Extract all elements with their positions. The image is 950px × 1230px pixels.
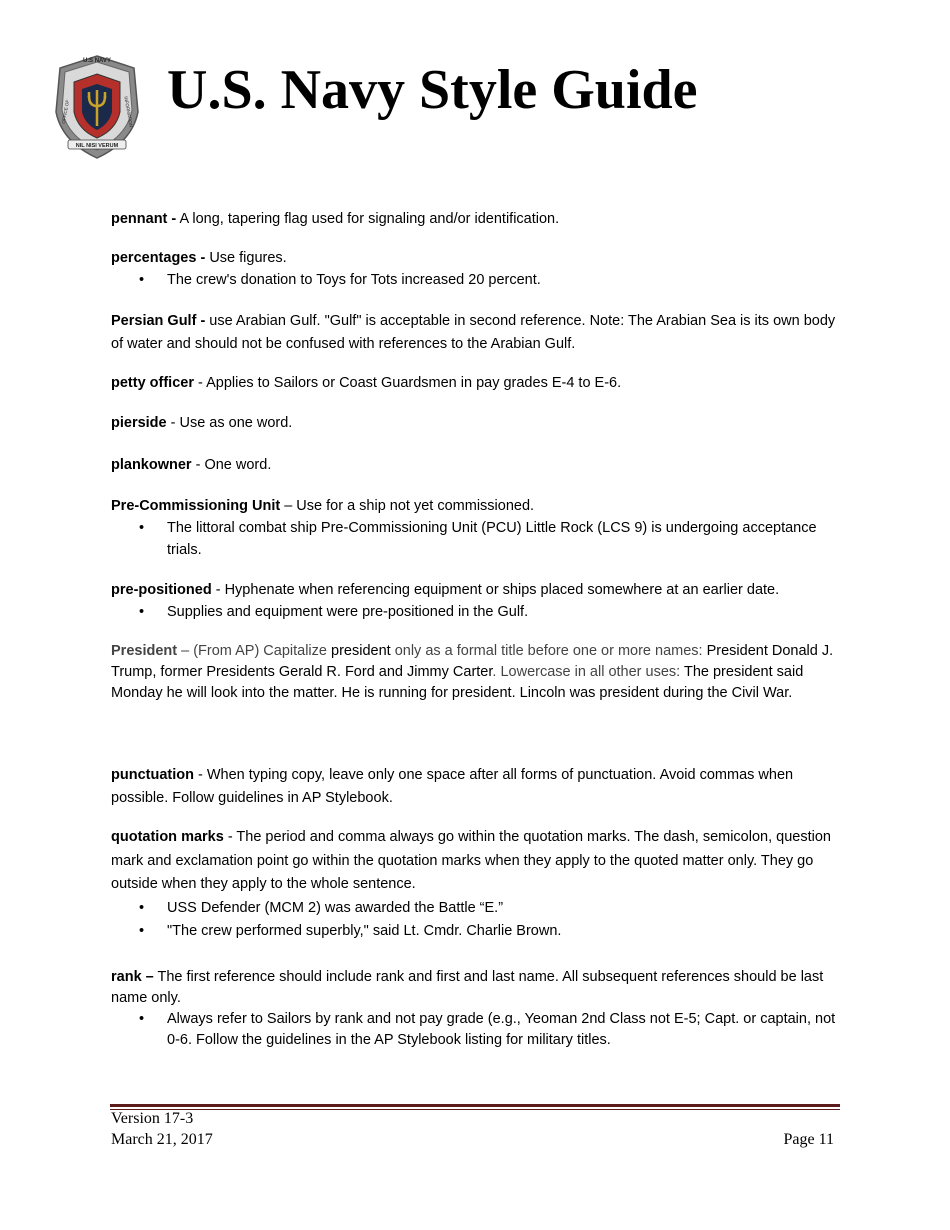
svg-text:INFORMATION: INFORMATION <box>123 95 134 128</box>
entry-persian-gulf <box>111 310 839 356</box>
entry-definition-part: . Lowercase in all other uses: <box>492 664 684 680</box>
svg-text:NIL NISI VERUM: NIL NISI VERUM <box>75 143 119 149</box>
entry-definition: – Use for a ship not yet commissioned. <box>280 498 535 514</box>
entry-president <box>111 641 839 704</box>
entry-term: percentages - <box>111 250 206 266</box>
entry-petty-officer <box>111 372 839 394</box>
svg-text:OFFICE OF: OFFICE OF <box>60 99 71 124</box>
footer-version-block <box>111 1108 213 1150</box>
footer-version: Version 17-3 <box>111 1110 194 1127</box>
entry-term: pierside <box>111 415 167 431</box>
navy-information-seal <box>52 54 142 162</box>
entry-definition: - Applies to Sailors or Coast Guardsmen in pay grades E-4 to E-6. <box>194 375 622 391</box>
list-item: • "The crew performed superbly," said Lt. Cmdr. Charlie Brown. <box>111 920 839 944</box>
entry-definition: - One word. <box>191 457 272 473</box>
list-item: • The crew's donation to Toys for Tots increased 20 percent. <box>111 269 839 291</box>
page-header <box>52 54 932 164</box>
entry-term: plankowner <box>111 457 192 473</box>
entry-term: rank – <box>111 969 154 985</box>
entry-term: pennant - <box>111 211 177 227</box>
list-item: • The littoral combat ship Pre-Commissioning Unit (PCU) Little Rock (LCS 9) is undergoing acceptance trials. <box>111 517 839 561</box>
footer-date: March 21, 2017 <box>111 1131 213 1148</box>
entry-punctuation <box>111 764 839 810</box>
entry-plankowner <box>111 454 839 476</box>
entry-definition-part: president <box>331 643 391 659</box>
entry-term: quotation marks <box>111 829 224 845</box>
entry-definition: The first reference should include rank and first and last name. All subsequent references should be last name only. <box>111 969 824 1006</box>
entry-definition-part: President Donald J. Trump, former Presidents Gerald R. Ford and Jimmy Carter <box>111 643 834 680</box>
entry-definition: use Arabian Gulf. "Gulf" is acceptable in second reference. Note: The Arabian Sea is its own body of water and should not be confused with references to the Arabian Gulf. <box>111 313 836 352</box>
entry-definition: - The period and comma always go within the quotation marks. The dash, semicolon, question mark and exclamation point go within the quotation marks when they apply to the quoted matter only. They go outside when they apply to the whole sentence. <box>111 829 831 892</box>
list-item: • USS Defender (MCM 2) was awarded the Battle “E.” <box>111 897 839 921</box>
entry-definition-part: only as a formal title before one or more names: <box>390 643 707 659</box>
entry-definition: - When typing copy, leave only one space after all forms of punctuation. Avoid commas when possible. Follow guidelines in AP Stylebook. <box>111 767 794 806</box>
entry-term: petty officer <box>111 375 194 391</box>
entry-pre-commissioning-unit <box>111 495 839 561</box>
footer-rule-thick <box>110 1104 840 1107</box>
entry-definition: - Hyphenate when referencing equipment or ships placed somewhere at an earlier date. <box>211 582 780 598</box>
entry-rank <box>111 967 839 1051</box>
footer-rule-thin <box>110 1109 840 1110</box>
entry-percentages <box>111 247 839 291</box>
list-item: • Supplies and equipment were pre-positioned in the Gulf. <box>111 601 851 623</box>
entry-pre-positioned <box>111 579 851 623</box>
entry-term: punctuation <box>111 767 194 783</box>
entry-definition-part: The president said Monday he will look into the matter. He is running for president. Lincoln was president during the Civil War. <box>111 664 804 701</box>
footer-page-number: Page 11 <box>783 1131 834 1148</box>
entry-term: Pre-Commissioning Unit <box>111 498 281 514</box>
entry-definition: A long, tapering flag used for signaling and/or identification. <box>176 211 560 227</box>
entry-pierside <box>111 412 839 434</box>
entry-quotation-marks <box>111 826 839 944</box>
entry-term: Persian Gulf - <box>111 313 206 329</box>
entry-term: pre-positioned <box>111 582 212 598</box>
entry-definition-part: – (From AP) Capitalize <box>177 643 332 659</box>
entry-definition: - Use as one word. <box>166 415 293 431</box>
document-title: U.S. Navy Style Guide <box>167 59 698 121</box>
list-item: • Always refer to Sailors by rank and not pay grade (e.g., Yeoman 2nd Class not E-5; Capt. or captain, not 0-6. Follow the guidelines in the AP Stylebook listing for military titles. <box>111 1009 839 1051</box>
entry-definition: Use figures. <box>205 250 287 266</box>
entry-pennant <box>111 208 839 230</box>
svg-text:U.S NAVY: U.S NAVY <box>83 58 111 64</box>
entry-term: President <box>111 643 178 659</box>
